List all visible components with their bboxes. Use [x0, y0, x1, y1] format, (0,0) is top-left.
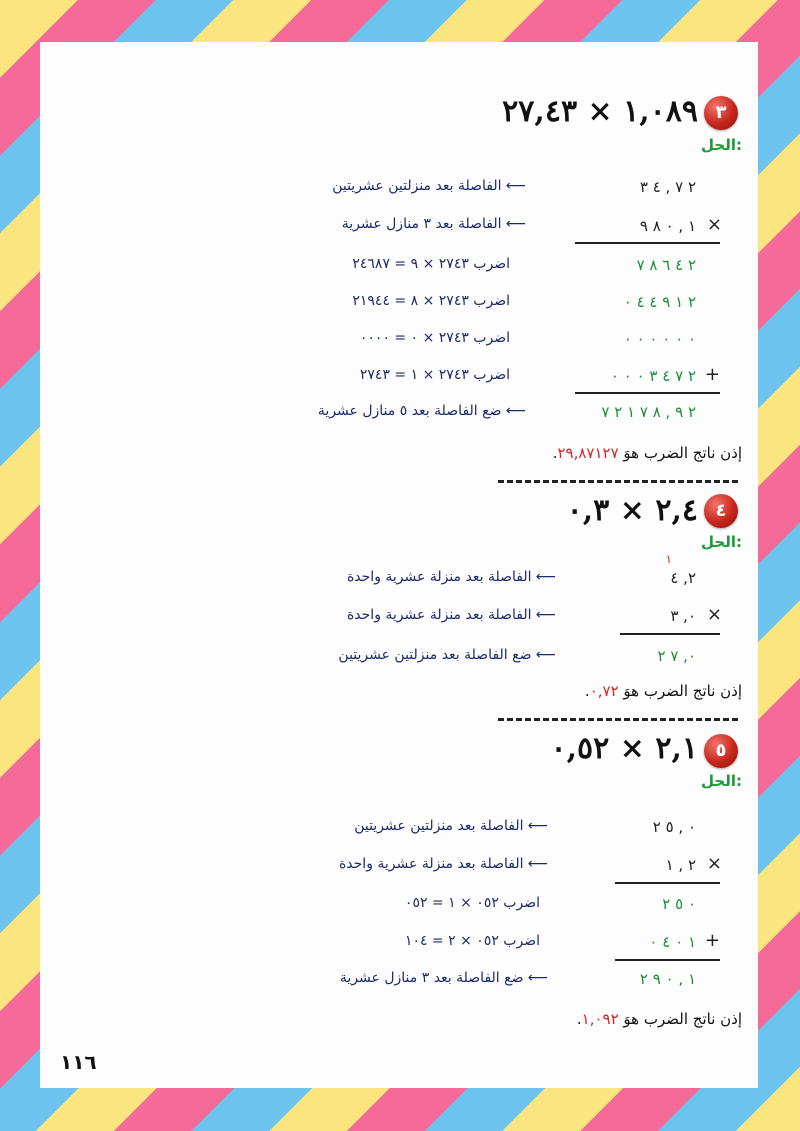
problem-4-multiplier-note: ⟵ الفاصلة بعد منزلة عشرية واحدة — [346, 607, 556, 623]
problem-3-title: ١,٠٨٩ × ٢٧,٤٣ — [502, 94, 698, 129]
problem-4-answer-prefix: إذن ناتج الضرب هوَ — [623, 682, 742, 700]
problem-5-multiplier-note: ⟵ الفاصلة بعد منزلة عشرية واحدة — [338, 856, 548, 872]
page-number: ١١٦ — [60, 1050, 97, 1074]
problem-3-answer-suffix: . — [552, 444, 558, 462]
problem-5-number-badge — [704, 734, 738, 768]
problem-3-answer-value: ٢٩,٨٧١٢٧ — [557, 444, 619, 462]
problem-4-result: ٠, ٧ ٢ — [657, 647, 696, 665]
problem-3-number-badge — [704, 96, 738, 130]
problem-4-answer-value: ٠,٧٢ — [589, 682, 619, 700]
problem-5-multiplicand-note: ⟵ الفاصلة بعد منزلتين عشريتين — [354, 818, 548, 834]
problem-4-number-badge — [704, 494, 738, 528]
problem-4-answer-suffix: . — [584, 682, 590, 700]
problem-5-answer-prefix: إذن ناتج الضرب هوَ — [623, 1010, 742, 1028]
problem-3-plus-sign: + — [704, 364, 720, 385]
problem-5-solution-label: الحل: — [701, 772, 742, 790]
problem-3-number: ٣ — [715, 102, 727, 123]
section-divider-2 — [498, 718, 738, 721]
problem-5-multiplicand: ٠ , ٥ ٢ — [652, 818, 696, 836]
problem-4-result-note: ⟵ ضع الفاصلة بعد منزلتين عشريتين — [338, 647, 556, 663]
problem-5-partial-2-note: اضرب ٠٥٢ × ٢ = ١٠٤ — [404, 933, 540, 949]
problem-5-rule-1 — [615, 882, 720, 884]
problem-5-result-note: ⟵ ضع الفاصلة بعد ٣ منازل عشرية — [339, 970, 548, 986]
problem-3-answer — [553, 444, 742, 462]
problem-3-partial-2-note: اضرب ٢٧٤٣ × ٨ = ٢١٩٤٤ — [352, 293, 510, 309]
problem-5-partial-2: ١ ٠ ٤ ٠ — [649, 933, 696, 951]
problem-3-multiplier: ١ , ٠ ٨ ٩ — [639, 217, 696, 235]
problem-3-multiplicand: ٢ ٧ , ٤ ٣ — [639, 178, 696, 196]
problem-5-title: ٢,١ × ٠,٥٢ — [550, 731, 698, 766]
problem-4-multiplier: ٠, ٣ — [670, 607, 696, 625]
problem-5-partial-1-note: اضرب ٠٥٢ × ١ = ٠٥٢ — [404, 895, 540, 911]
problem-3-answer-prefix: إذن ناتج الضرب هوَ — [623, 444, 742, 462]
problem-5-times-sign: × — [706, 853, 722, 874]
problem-4-multiplicand-note: ⟵ الفاصلة بعد منزلة عشرية واحدة — [346, 569, 556, 585]
problem-3-partial-1: ٢ ٤ ٦ ٨ ٧ — [636, 256, 696, 274]
problem-4-times-sign: × — [706, 604, 722, 625]
problem-4-multiplicand: ٢, ٤ — [670, 569, 696, 587]
problem-5-partial-1: ٠ ٥ ٢ — [662, 895, 696, 913]
problem-4-rule — [620, 633, 720, 635]
problem-3-result-note: ⟵ ضع الفاصلة بعد ٥ منازل عشرية — [317, 403, 526, 419]
problem-5-result: ١ , ٠ ٩ ٢ — [639, 970, 696, 988]
problem-3-partial-4-note: اضرب ٢٧٤٣ × ١ = ٢٧٤٣ — [359, 367, 510, 383]
problem-3-multiplicand-note: ⟵ الفاصلة بعد منزلتين عشريتين — [332, 178, 526, 194]
section-divider-1 — [498, 480, 738, 483]
problem-3-times-sign: × — [706, 214, 722, 235]
page-sheet — [40, 42, 758, 1088]
problem-3-partial-1-note: اضرب ٢٧٤٣ × ٩ = ٢٤٦٨٧ — [352, 256, 510, 272]
problem-3-result: ٢ ٩ , ٨ ٧ ١ ٢ ٧ — [601, 403, 696, 421]
problem-3-partial-3-note: اضرب ٢٧٤٣ × ٠ = ٠٠٠٠ — [359, 330, 510, 346]
problem-4-solution-label: الحل: — [701, 533, 742, 551]
problem-3-partial-3: ٠ ٠ ٠ ٠ ٠ ٠ — [623, 330, 696, 348]
problem-5-multiplier: ٢ , ١ — [665, 856, 696, 874]
problem-4-number: ٤ — [715, 500, 727, 521]
problem-5-plus-sign: + — [704, 930, 720, 951]
problem-4-carry-digit: ١ — [665, 552, 672, 566]
problem-3-rule-1 — [575, 242, 720, 244]
problem-5-number: ٥ — [715, 740, 727, 761]
problem-3-rule-2 — [575, 392, 720, 394]
problem-3-partial-2: ٢ ١ ٩ ٤ ٤ ٠ — [623, 293, 696, 311]
problem-4-answer — [585, 682, 742, 700]
problem-3-partial-4: ٢ ٧ ٤ ٣ ٠ ٠ ٠ — [610, 367, 696, 385]
problem-5-answer-value: ١,٠٩٢ — [581, 1010, 619, 1028]
problem-4-title: ٢,٤ × ٠,٣ — [566, 493, 698, 528]
problem-5-rule-2 — [615, 959, 720, 961]
problem-3-multiplier-note: ⟵ الفاصلة بعد ٣ منازل عشرية — [341, 216, 526, 232]
problem-5-answer — [577, 1010, 742, 1028]
problem-5-answer-suffix: . — [576, 1010, 582, 1028]
problem-3-solution-label: الحل: — [701, 136, 742, 154]
